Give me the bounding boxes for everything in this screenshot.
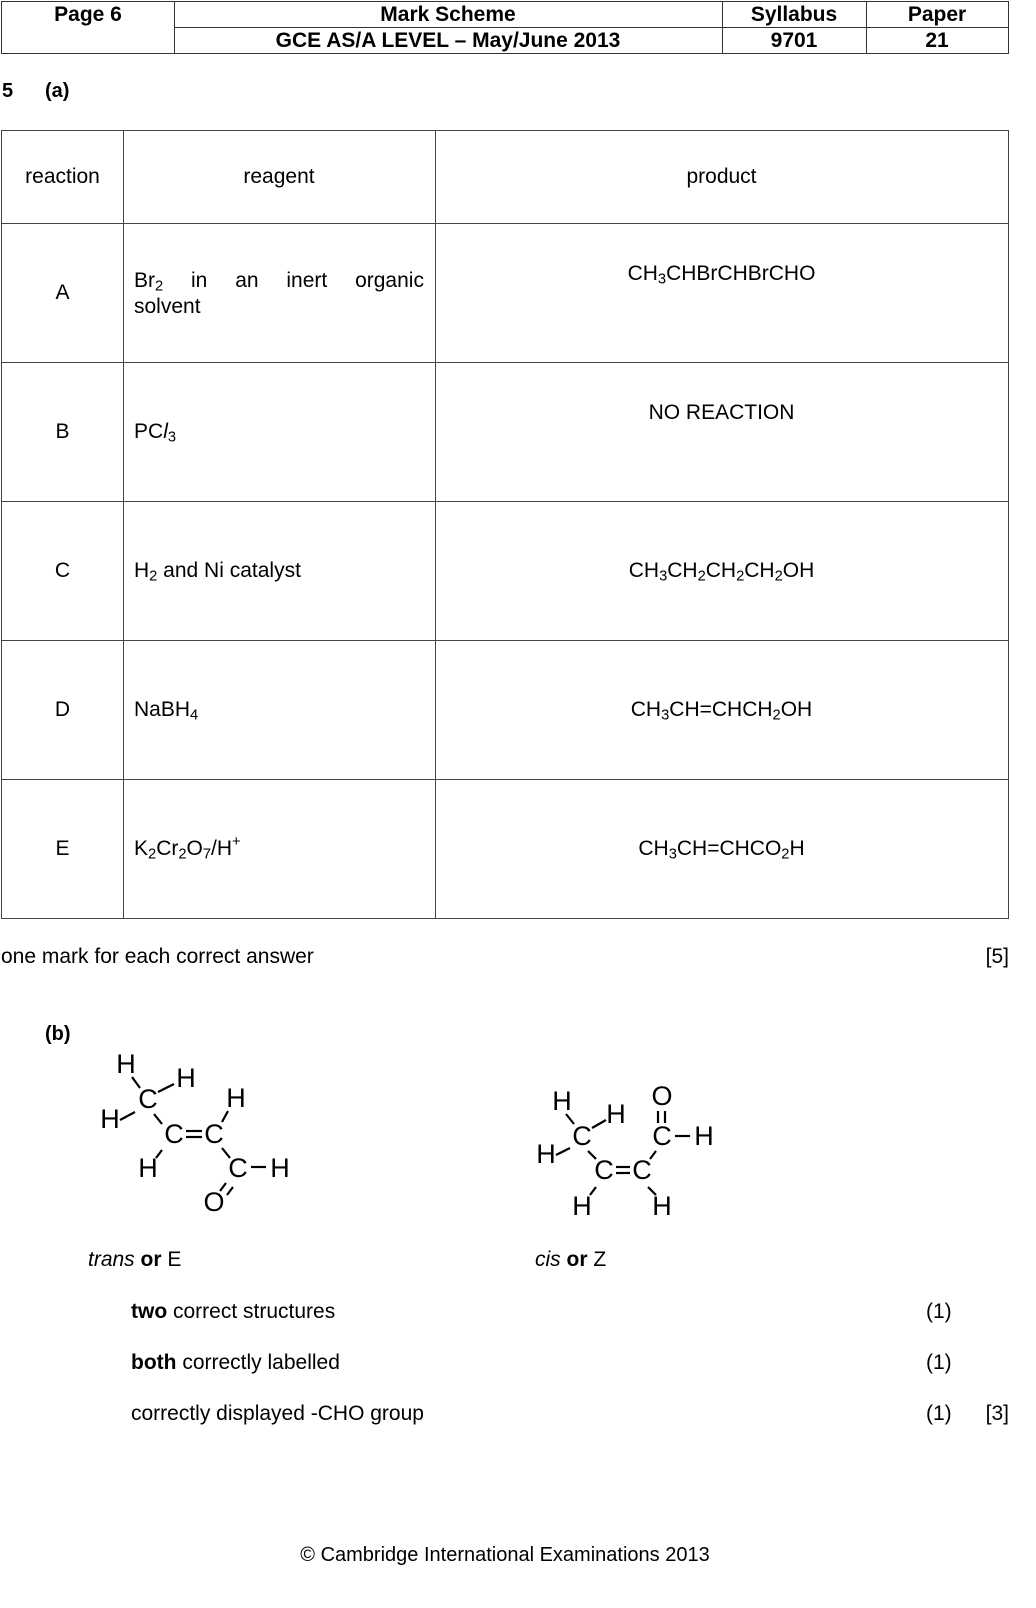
column-divider [435,131,436,918]
document-title: Mark Scheme [380,3,516,26]
reaction-label-d: D [54,698,71,721]
svg-text:O: O [203,1187,225,1217]
row-divider [2,779,1008,780]
svg-text:H: H [100,1104,120,1134]
reagent-c: $H_2$ and Ni catalyst [134,559,301,585]
marking-point-1-mark: (1) [926,1300,952,1323]
row-divider [2,640,1008,641]
paper-value: 21 [925,28,949,52]
marking-point-3-mark: (1) [926,1402,952,1425]
trans-label: trans or E [88,1248,182,1271]
row-divider [2,223,1008,224]
svg-text:C: C [204,1119,224,1149]
svg-text:H: H [176,1063,196,1093]
column-header-reaction: reaction [25,165,100,188]
svg-text:H: H [138,1153,158,1183]
svg-text:O: O [651,1081,673,1111]
svg-text:C: C [164,1119,184,1149]
part-b-label: (b) [45,1023,71,1045]
column-header-reagent: reagent [243,165,315,188]
reactions-table [1,130,1009,919]
reaction-label-c: C [54,559,71,582]
product-e: $CH_3CH=CHCO_2H$ [638,837,805,863]
row-divider [2,362,1008,363]
svg-text:C: C [138,1084,158,1114]
part-a-total-marks: [5] [985,945,1009,968]
part-a-label: (a) [45,80,70,102]
svg-text:C: C [594,1155,614,1185]
svg-text:H: H [116,1049,136,1079]
part-b-total-marks: [3] [985,1402,1009,1425]
page-number: Page 6 [54,3,122,26]
trans-structure-diagram [90,1040,310,1220]
marking-point-3: correctly displayed -CHO group [131,1402,424,1425]
svg-text:C: C [572,1121,592,1151]
question-number: 5 [2,80,14,102]
reagent-e: $K_2Cr_2O_7/H^+$ [134,834,241,863]
cis-label: cis or Z [535,1248,607,1271]
svg-text:C: C [652,1121,672,1151]
svg-text:H: H [536,1139,556,1169]
marking-point-2-mark: (1) [926,1351,952,1374]
product-a: $CH_3CHBrCHBrCHO$ [627,262,816,288]
reagent-a: $Br_2$ in an inert organic solvent [134,269,424,318]
product-d: $CH_3CH=CHCH_2OH$ [630,698,813,724]
product-c: $CH_3CH_2CH_2CH_2OH$ [628,559,815,585]
copyright-footer: © Cambridge International Examinations 2013 [300,1544,710,1566]
part-a-note: one mark for each correct answer [1,945,314,968]
svg-text:C: C [228,1153,248,1183]
paper-label: Paper [907,3,967,26]
document-subtitle: GCE AS/A LEVEL – May/June 2013 [275,28,621,52]
svg-text:H: H [270,1153,290,1183]
product-b: NO REACTION [648,401,795,424]
svg-text:H: H [552,1086,572,1116]
reaction-label-e: E [55,837,70,860]
svg-text:H: H [226,1083,246,1113]
syllabus-label: Syllabus [750,3,838,26]
reagent-d: NaBH$_4$ [134,698,199,724]
column-header-product: product [686,165,757,188]
reagent-b: PCl$_3$ [134,420,177,446]
row-divider [2,501,1008,502]
header-table [1,1,1009,54]
svg-text:H: H [652,1191,672,1221]
marking-point-2: both correctly labelled [131,1351,340,1374]
cis-structure-diagram [530,1075,730,1225]
marking-point-1: two correct structures [131,1300,336,1323]
syllabus-value: 9701 [770,28,818,52]
reaction-label-a: A [55,281,70,304]
svg-text:H: H [572,1191,592,1221]
svg-text:C: C [632,1155,652,1185]
column-divider [123,131,124,918]
svg-text:H: H [606,1099,626,1129]
svg-text:H: H [694,1121,714,1151]
reaction-label-b: B [55,420,70,443]
